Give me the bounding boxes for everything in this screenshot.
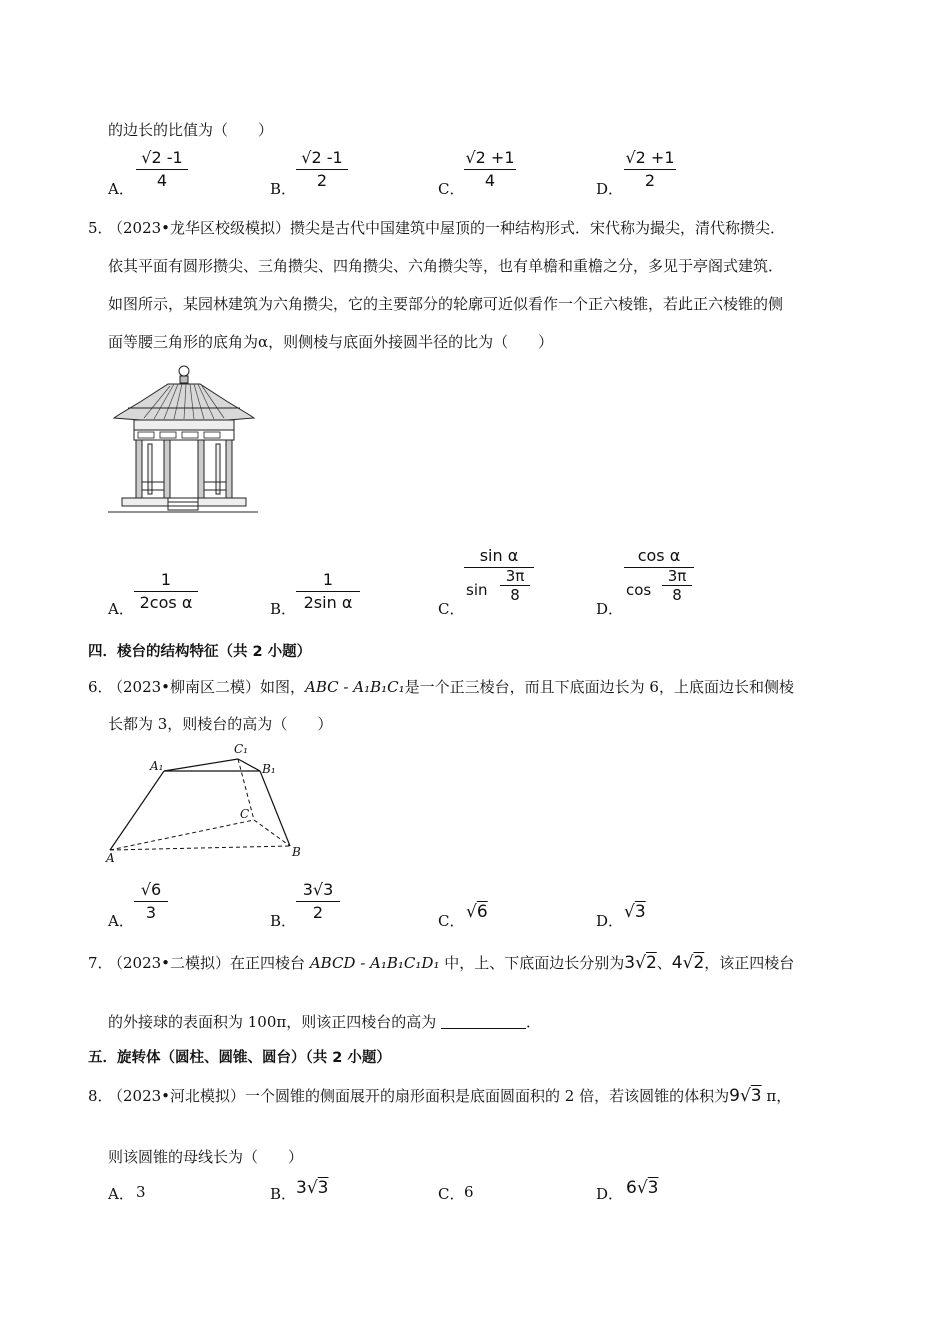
q7-value-1-radicand: 2 <box>645 953 657 973</box>
q4-option-a-fraction <box>136 148 188 191</box>
q6-option-a-fraction <box>134 880 168 923</box>
q5-option-a-den: 2cos α <box>139 593 193 612</box>
q8-option-a-value: 3 <box>136 1183 146 1201</box>
q6-option-c-label: C． <box>438 912 465 930</box>
q6-line-1-pre: （2023•柳南区二模）如图， <box>108 678 306 696</box>
q5-number: 5． <box>88 219 113 237</box>
q6-option-a-den: 3 <box>145 903 157 922</box>
q6-line-1-math: ABC - A₁B₁C₁ <box>305 678 405 696</box>
q6-line-1-post: 是一个正三棱台，而且下底面边长为 6，上底面边长和侧棱 <box>404 678 794 696</box>
q8-option-b-value: 3√3 <box>296 1178 329 1198</box>
q4-tail-text: 的边长的比值为（ ） <box>108 121 274 139</box>
q6-option-a-num: √6 <box>140 880 162 899</box>
q4-option-b-den: 2 <box>316 171 328 190</box>
q5-option-a-label: A． <box>108 600 134 618</box>
q7-line-1-mid: 中，上、下底面边长分别为 <box>444 954 625 972</box>
figure-label-b: B <box>292 845 301 859</box>
q5-option-c-num: sin α <box>479 546 519 565</box>
q5-line-1: （2023•龙华区校级模拟）攒尖是古代中国建筑中屋顶的一种结构形式．宋代称为撮尖，清代称攒尖． <box>108 219 786 237</box>
figure-label-a: A <box>106 851 115 865</box>
q5-option-b-den: 2sin α <box>303 593 353 612</box>
q6-number: 6． <box>88 678 113 696</box>
q8-option-b-coef: 3 <box>296 1178 307 1198</box>
q5-option-b-label: B． <box>270 600 297 618</box>
q4-option-d-label: D． <box>596 180 624 198</box>
q6-line-2: 长都为 3，则棱台的高为（ ） <box>108 715 333 733</box>
q5-line-2: 依其平面有圆形攒尖、三角攒尖、四角攒尖、六角攒尖等，也有单檐和重檐之分，多见于亭阁式建筑． <box>108 257 784 275</box>
q8-volume-pi: π， <box>761 1087 792 1105</box>
q4-option-a-label: A． <box>108 180 134 198</box>
q5-option-c-label: C． <box>438 600 465 618</box>
q4-option-a-den: 4 <box>156 171 168 190</box>
q7-line-1-post: ，该正四棱台 <box>704 954 795 972</box>
section-4-heading: 四．棱台的结构特征（共 2 小题） <box>88 644 312 660</box>
q8-line-1-text: （2023•河北模拟）一个圆锥的侧面展开的扇形面积是底面圆面积的 2 倍，若该圆锥的体积为 <box>108 1087 730 1105</box>
q7-value-2-radicand: 2 <box>693 953 705 973</box>
q5-option-d-fraction <box>624 546 694 613</box>
q6-option-b-label: B． <box>270 912 297 930</box>
q7-line-2-text: 的外接球的表面积为 100π，则该正四棱台的高为 <box>108 1013 437 1031</box>
q6-option-d-radical: √3 <box>624 902 646 922</box>
q5-option-d-label: D． <box>596 600 624 618</box>
q5-option-c-fraction <box>464 546 534 613</box>
q8-number: 8． <box>88 1087 113 1105</box>
figure-label-c1: C₁ <box>234 742 248 756</box>
q8-line-1 <box>108 1085 791 1106</box>
q6-option-d-label: D． <box>596 912 624 930</box>
q8-volume-coef: 9 <box>729 1086 740 1106</box>
figure-label-b1: B₁ <box>262 762 276 776</box>
q8-option-a-label: A． <box>108 1185 134 1203</box>
q7-line-1-pre: （2023•二模拟）在正四棱台 <box>108 954 306 972</box>
q5-option-c-inner-den: 8 <box>510 586 520 604</box>
q7-line-2 <box>108 1011 541 1032</box>
q8-line-2: 则该圆锥的母线长为（ ） <box>108 1148 304 1166</box>
q5-option-d-inner-num: 3π <box>667 567 687 585</box>
q6-option-d-radicand: 3 <box>634 902 646 922</box>
q6-option-b-den: 2 <box>312 903 324 922</box>
q6-line-1 <box>108 676 794 697</box>
q5-option-a-fraction <box>134 570 198 613</box>
q8-option-d-radicand: 3 <box>647 1178 659 1198</box>
section-5-heading: 五．旋转体（圆柱、圆锥、圆台）（共 2 小题） <box>88 1050 391 1066</box>
q7-line-1 <box>108 952 794 973</box>
q4-option-d-fraction <box>624 148 676 191</box>
q4-option-c-fraction <box>464 148 516 191</box>
q7-value-1-coef: 3 <box>624 953 636 973</box>
q7-value-2-coef: 4 <box>671 953 683 973</box>
q5-option-c-inner-fraction <box>500 567 530 604</box>
q7-line-2-end: ． <box>526 1013 542 1031</box>
q8-option-d-coef: 6 <box>626 1178 637 1198</box>
figure-label-c: C <box>240 807 250 821</box>
q5-option-c-den-func: sin <box>466 581 488 599</box>
q6-option-c-radical: √6 <box>466 902 488 922</box>
q4-option-a-num: √2 -1 <box>141 148 183 167</box>
q6-option-b-num: 3√3 <box>302 880 334 899</box>
q7-value-1: 3√2 <box>624 953 657 973</box>
q6-option-c-radicand: 6 <box>476 902 488 922</box>
q6-option-a-label: A． <box>108 912 134 930</box>
q4-option-b-fraction <box>296 148 348 191</box>
q7-answer-blank[interactable] <box>441 1014 526 1029</box>
frustum-figure <box>100 738 320 866</box>
q4-option-b-label: B． <box>270 180 297 198</box>
q5-option-d-inner-den: 8 <box>672 586 682 604</box>
q8-option-c-value: 6 <box>464 1183 474 1201</box>
q5-option-d-den-func: cos <box>626 581 652 599</box>
q8-option-b-label: B． <box>270 1185 297 1203</box>
q4-option-c-den: 4 <box>484 171 496 190</box>
q5-option-b-fraction <box>296 570 360 613</box>
q8-volume: 9√3 <box>729 1086 762 1106</box>
q5-option-d-inner-fraction <box>662 567 692 604</box>
q5-line-3: 如图所示，某园林建筑为六角攒尖，它的主要部分的轮廓可近似看作一个正六棱锥，若此正六棱锥的侧 <box>108 295 784 313</box>
q8-option-c-label: C． <box>438 1185 465 1203</box>
q4-option-d-den: 2 <box>644 171 656 190</box>
q8-option-b-radicand: 3 <box>317 1178 329 1198</box>
q8-volume-radicand: 3 <box>750 1086 762 1106</box>
q8-option-d-value: 6√3 <box>626 1178 659 1198</box>
q8-option-d-label: D． <box>596 1185 624 1203</box>
q7-separator: 、 <box>656 954 672 972</box>
q7-number: 7． <box>88 954 113 972</box>
q4-option-c-num: √2 +1 <box>465 148 515 167</box>
q5-option-a-num: 1 <box>160 570 172 589</box>
figure-label-a1: A₁ <box>150 759 164 773</box>
q5-line-4: 面等腰三角形的底角为α，则侧棱与底面外接圆半径的比为（ ） <box>108 333 554 351</box>
q4-option-d-num: √2 +1 <box>625 148 675 167</box>
q5-option-c-inner-num: 3π <box>505 567 525 585</box>
q5-option-d-num: cos α <box>637 546 681 565</box>
pavilion-illustration <box>108 362 258 514</box>
q4-option-b-num: √2 -1 <box>301 148 343 167</box>
q5-option-b-num: 1 <box>322 570 334 589</box>
q6-option-b-fraction <box>296 880 340 923</box>
q7-value-2: 4√2 <box>671 953 705 973</box>
q4-option-c-label: C． <box>438 180 465 198</box>
q7-line-1-math: ABCD - A₁B₁C₁D₁ <box>309 954 440 972</box>
